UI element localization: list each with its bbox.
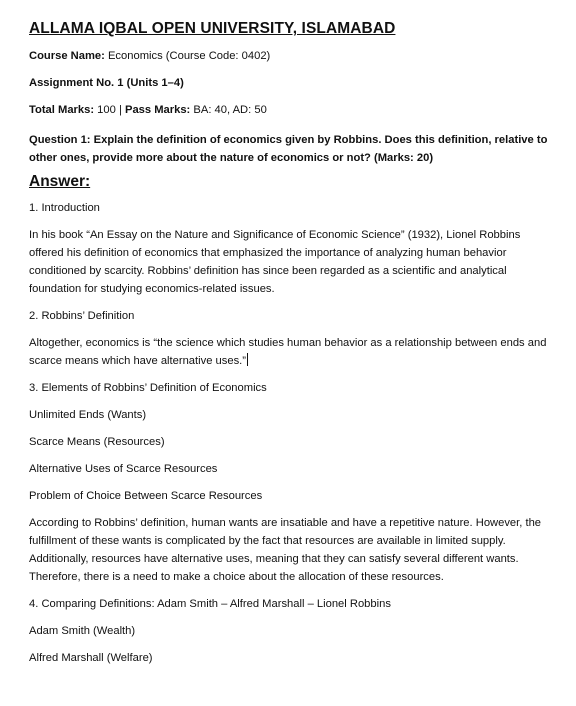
pass-marks-value: BA: 40, AD: 50	[190, 104, 267, 116]
list-item: Alternative Uses of Scarce Resources	[29, 463, 218, 475]
pass-marks-label: Pass Marks:	[124, 104, 191, 116]
definition-paragraph-wrapper[interactable]	[29, 334, 549, 370]
section-heading-introduction: 1. Introduction	[29, 202, 100, 214]
course-name-label: Course Name:	[29, 50, 105, 62]
course-name-value: Economics (Course Code: 0402)	[104, 50, 271, 62]
text-cursor	[247, 353, 248, 366]
document-title: ALLAMA IQBAL OPEN UNIVERSITY, ISLAMABAD	[29, 20, 396, 37]
list-item: Adam Smith (Wealth)	[29, 625, 136, 637]
assignment-label: Assignment No. 1 (Units 1–4)	[29, 77, 184, 89]
question-text: Question 1: Explain the definition of economics given by Robbins. Does this definition, relative to other ones, provide more about the nature of economics or not? (Marks: 20)	[29, 134, 548, 164]
list-item: Alfred Marshall (Welfare)	[29, 652, 153, 664]
marks-line	[29, 104, 549, 117]
list-item: Problem of Choice Between Scarce Resources	[29, 490, 263, 502]
assignment-line	[29, 77, 549, 90]
elements-paragraph[interactable]: According to Robbins’ definition, human wants are insatiable and have a repetitive nature. However, the fulfillment of these wants is complicated by the fact that resources are available in limited supply. Additionally, resources have alternative uses, meaning that they can satisfy several different wants. Therefore, there is a need to make a choice about the allocation of these resources.	[29, 517, 542, 583]
document-page	[29, 20, 549, 676]
section-heading-comparing: 4. Comparing Definitions: Adam Smith – Alfred Marshall – Lionel Robbins	[29, 598, 391, 610]
course-name-line	[29, 50, 549, 63]
introduction-paragraph[interactable]: In his book “An Essay on the Nature and Significance of Economic Science” (1932), Lionel Robbins offered his definition of economics that emphasized the importance of analyzing human behavior conditioned by scarcity. Robbins’ definition has since been regarded as a scientific and analytical foundation for studying economics-related issues.	[29, 229, 521, 295]
section-heading-elements: 3. Elements of Robbins’ Definition of Economics	[29, 382, 267, 394]
total-marks-value: 100 |	[94, 104, 125, 116]
list-item: Scarce Means (Resources)	[29, 436, 165, 448]
total-marks-label: Total Marks:	[29, 104, 95, 116]
section-heading-definition: 2. Robbins’ Definition	[29, 310, 135, 322]
answer-heading: Answer:	[29, 173, 91, 190]
definition-paragraph: Altogether, economics is “the science which studies human behavior as a relationship between ends and scarce means which have alternative uses.”	[29, 337, 547, 367]
list-item: Unlimited Ends (Wants)	[29, 409, 147, 421]
